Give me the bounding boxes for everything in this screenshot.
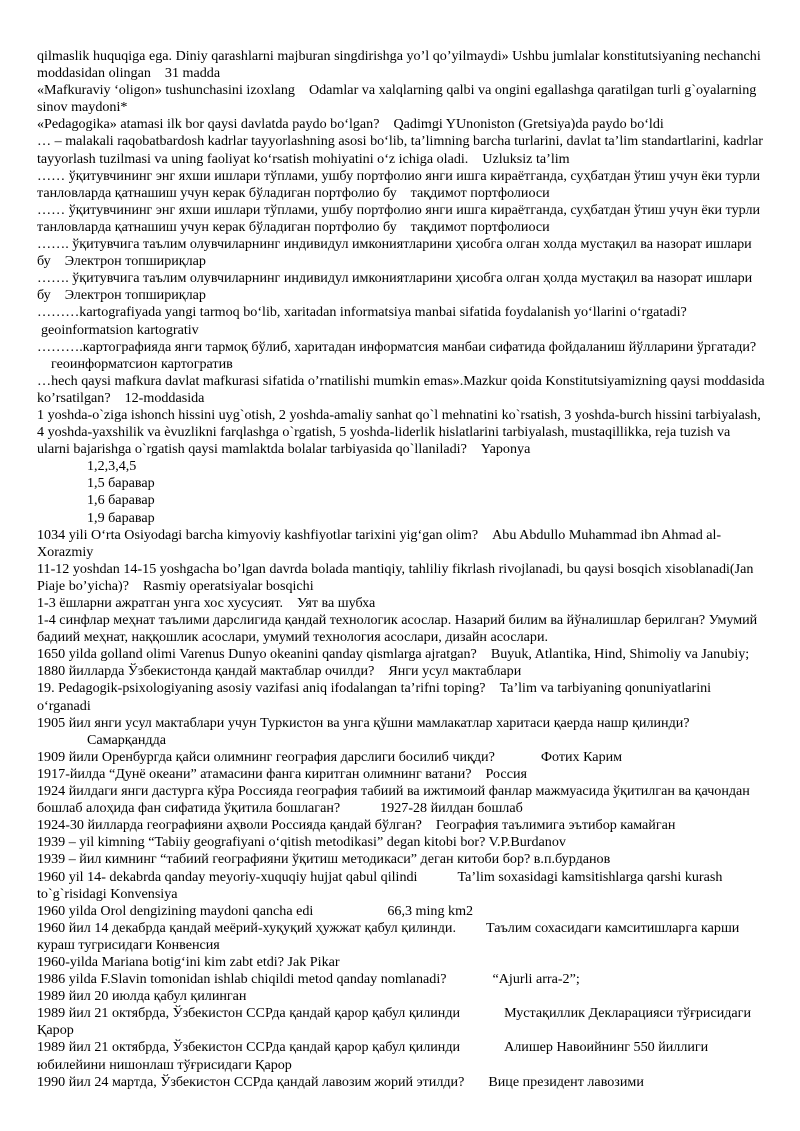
answer-text: Buyuk, Atlantika, Hind, Shimoliy va Janubiy; — [490, 646, 750, 663]
question-text: 1034 yili O‘rta Osiyodagi barcha kimyoviy kashfiyotlar tarixini yig‘gan olim? — [37, 526, 479, 543]
qa-entry — [37, 304, 765, 338]
option-item: 1,2,3,4,5 — [87, 458, 137, 475]
answer-text: Uzluksiz ta’lim — [482, 150, 570, 167]
answer-text: Yaponya — [480, 441, 531, 458]
answer-text: Россия — [485, 765, 527, 782]
option-list — [37, 458, 765, 526]
answer-text: Уят ва шубха — [296, 595, 376, 611]
qa-entry — [37, 749, 765, 766]
qa-entry — [37, 168, 765, 202]
question-text: 1939 – yil kimning “Tabiiy geografiyani o‘qitish metodikasi” degan kitobi bor? — [37, 834, 486, 851]
qa-entry — [37, 82, 765, 116]
answer-text: тақдимот портфолиоси — [410, 184, 550, 201]
question-text: 1924 йилдаги янги дастурга кўра Россияда география табиий ва ижтимоий фанлар мажмуасида ўқитилган ва қачондан бошлаб алоҳида фан сифатида ўқитила бошлаган? — [37, 783, 750, 817]
answer-text: Jak Pikar — [287, 953, 340, 970]
answer-text: “Ajurli arra-2”; — [492, 971, 580, 988]
question-text: 1960-yilda Mariana botig‘ini kim zabt etdi? — [37, 953, 284, 970]
answer-text: в.п.бурданов — [533, 851, 611, 868]
qa-entry — [37, 48, 765, 82]
question-text: 19. Pedagogik-psixologiyaning asosiy vazifasi aniq ifodalangan ta’rifni toping? — [37, 680, 486, 697]
question-text: ……….картографияда янги тармоқ бўлиб, харитадан информатсия манбаи сифатида фойдаланиш йўлларини ўргатади? — [37, 338, 757, 355]
question-text: 1960 yil 14- dekabrda qanday meyoriy-xuquqiy hujjat qabul qilindi — [37, 868, 418, 885]
qa-entry — [37, 646, 765, 663]
answer-text: Odamlar va xalqlarning qalbi va ongini egallashga qaratilgan turli g`oyalarning sinov maydoni* — [37, 82, 757, 116]
qa-entry — [37, 339, 765, 373]
question-text: …… ўқитувчининг энг яхши ишлари тўплами, ушбу портфолио янги ишга кираётганда, суҳбатдан ўтиш учун ёки турли танловларда қатнашиш учун керак бўладиган портфолио бу — [37, 167, 761, 201]
question-text: 1960 yilda Orol dengizining maydoni qancha edi — [37, 902, 314, 919]
qa-entry — [37, 715, 765, 749]
question-text: …… ўқитувчининг энг яхши ишлари тўплами, ушбу портфолио янги ишга кираётганда, суҳбатдан ўтиш учун ёки турли танловларда қатнашиш учун керак бўладиган портфолио бу — [37, 201, 761, 235]
answer-text: геоинформатсион картогратив — [51, 355, 233, 372]
question-text: ……. ўқитувчига таълим олувчиларнинг индивидул имкониятларини ҳисобга олган ҳолда мустақил ва назорат ишлари бу — [37, 270, 753, 304]
answer-text: 31 madda — [164, 65, 221, 82]
answer-text: Фотих Карим — [540, 748, 623, 765]
question-text: 1989 йил 21 октябрда, Ўзбекистон ССРда қандай қарор қабул қилинди — [37, 1039, 461, 1056]
question-text: 11-12 yoshdan 14-15 yoshgacha bo’lgan davrda bolada mantiqiy, tahliliy fikrlash rivojlanadi, bu qaysi bosqich xisoblanadi(Jan Piaje bo’yicha)? — [37, 560, 754, 594]
qa-entry — [37, 869, 765, 903]
qa-entry — [37, 270, 765, 304]
answer-text: 1927-28 йилдан бошлаб — [380, 800, 523, 817]
qa-entry — [37, 971, 765, 988]
qa-entry — [37, 236, 765, 270]
question-text: 1 yoshda-o`ziga ishonch hissini uyg`otish, 2 yoshda-amaliy sanhat qo`l mehnatini ko`rsatish, 3 yoshda-burch hissini tarbiyalash, 4 yoshda-yaxshilik va ѐvuzlikni farqlashga o`rgatish, 5 yoshda-liderlik hislatlarini tarbiyalash, mustaqillikka, reja tuzish va ularni bajarishga o`rgatish qaysi mamlaktda bolalar tarbiyasida qo`llaniladi? — [37, 406, 761, 458]
qa-entry — [37, 834, 765, 851]
question-text: 1989 йил 20 июлда қабул қилинган — [37, 988, 247, 1005]
question-text: 1650 yilda golland olimi Varenus Dunyo okeanini qanday qismlarga ajratgan? — [37, 646, 477, 663]
qa-entry — [37, 851, 765, 868]
answer-text: Qadimgi YUnoniston (Gretsiya)da paydo bo‘ldi — [393, 116, 664, 133]
qa-entry — [37, 202, 765, 236]
qa-entry — [37, 561, 765, 595]
question-text: 1909 йили Оренбургда қайси олимнинг география дарслиги босилиб чиқди? — [37, 748, 495, 765]
qa-entry — [37, 988, 765, 1005]
answer-text: 12-moddasida — [124, 389, 205, 406]
option-item: 1,9 баравар — [87, 509, 155, 526]
question-text: 1986 yilda F.Slavin tomonidan ishlab chiqildi metod qanday nomlanadi? — [37, 971, 447, 988]
qa-entry — [37, 373, 765, 407]
answer-text: Вице президент лавозими — [488, 1073, 644, 1090]
question-text: ………kartografiyada yangi tarmoq bo‘lib, xaritadan informatsiya manbai sifatida foydalanish yo‘llarini o‘rgatadi? — [37, 304, 687, 321]
question-text: ……. ўқитувчига таълим олувчиларнинг индивидул имкониятларини ҳисобга олган холда мустақил ва назорат ишлари бу — [37, 236, 752, 270]
question-text: «Mafkuraviy ‘oligon» tushunchasini izoxlang — [37, 82, 295, 99]
question-text: 1-3 ёшларни ажратган унга хос хусусият. — [37, 595, 283, 611]
answer-text: Ta’lim va tarbiyaning qonuniyatlarini o‘rganadi — [37, 680, 712, 714]
answer-text: Мустақиллик Декларацияси тўғрисидаги Қарор — [37, 1005, 751, 1039]
answer-text: Умумий бадиий меҳнат, наққошлик асослари, умумий технология асослари, дизайн асослари. — [37, 612, 758, 646]
question-text: 1-4 синфлар меҳнат таълими дарслигида қандай технологик асослар. Назарий билим ва йўналишлар берилган? — [37, 612, 706, 629]
option-item: 1,6 баравар — [87, 492, 155, 509]
answer-text: Ta’lim soxasidagi kamsitishlarga qarshi kurash to`g`risidagi Konvensiya — [37, 868, 723, 902]
answer-text: Самарқандда — [87, 731, 167, 748]
qa-entry — [37, 407, 765, 458]
answer-text: География таълимига эътибор камайган — [435, 817, 676, 834]
qa-entry — [37, 595, 765, 612]
answer-text: Электрон топшириқлар — [64, 287, 206, 304]
answer-text: Таълим сохасидаги камситишларга карши кураш тугрисидаги Конвенсия — [37, 919, 740, 953]
question-text: 1960 йил 14 декабрда қандай меёрий-хуқуқий ҳужжат қабул қилинди. — [37, 919, 456, 936]
qa-entry — [37, 817, 765, 834]
qa-entry — [37, 663, 765, 680]
answer-text: geoinformatsion kartogrativ — [41, 321, 199, 338]
answer-text: тақдимот портфолиоси — [410, 218, 550, 235]
qa-entry — [37, 1039, 765, 1073]
qa-entry — [37, 1005, 765, 1039]
answer-text: Rasmiy operatsiyalar bosqichi — [142, 577, 314, 594]
qa-entry — [37, 954, 765, 971]
question-text: 1917-йилда “Дунё океани” атамасини фанга киритган олимнинг ватани? — [37, 765, 472, 782]
document-page — [37, 48, 765, 1091]
question-text: 1990 йил 24 мартда, Ўзбекистон ССРда қандай лавозим жорий этилди? — [37, 1073, 465, 1090]
answer-text: Янги усул мактаблари — [388, 663, 522, 680]
qa-entry — [37, 920, 765, 954]
question-text: «Pedagogika» atamasi ilk bor qaysi davlatda paydo bo‘lgan? — [37, 116, 380, 133]
qa-entry — [37, 527, 765, 561]
question-text: 1989 йил 21 октябрда, Ўзбекистон ССРда қандай қарор қабул қилинди — [37, 1005, 461, 1022]
question-text: …hech qaysi mafkura davlat mafkurasi sifatida o’rnatilishi mumkin emas».Mazkur qoida Konstitutsiyamizning qaysi moddasida ko’rsatilgan? — [37, 372, 765, 406]
answer-text: Abu Abdullo Muhammad ibn Ahmad al-Xorazmiy — [37, 526, 722, 560]
qa-entry — [37, 612, 765, 646]
question-text: 1939 – йил кимнинг “табиий географияни ўқитиш методикаси” деган китоби бор? — [37, 851, 531, 868]
question-text: 1880 йилларда Ўзбекистонда қандай мактаблар очилди? — [37, 663, 375, 680]
question-text: qilmaslik huquqiga ega. Diniy qarashlarni majburan singdirishga yo’l qo’yilmaydi» Ushbu jumlalar konstitutsiyaning nechanchi moddasidan olingan — [37, 48, 761, 82]
qa-entry — [37, 1074, 765, 1091]
qa-entry — [37, 116, 765, 133]
question-text: 1905 йил янги усул мактаблари учун Туркистон ва унга қўшни мамлакатлар харитаси қаерда нашр қилинди? — [37, 714, 690, 731]
answer-text: 66,3 ming km2 — [387, 902, 474, 919]
qa-entry — [37, 680, 765, 714]
answer-text: Алишер Навоийнинг 550 йиллиги юбилейини нишонлаш тўғрисидаги Қарор — [37, 1039, 709, 1073]
answer-text: Электрон топшириқлар — [64, 253, 206, 270]
qa-entry — [37, 133, 765, 167]
answer-text: V.P.Burdanov — [488, 834, 566, 851]
qa-entry — [37, 766, 765, 783]
question-text: 1924-30 йилларда географияни аҳволи Россияда қандай бўлган? — [37, 817, 422, 834]
option-item: 1,5 баравар — [87, 475, 155, 492]
question-text: … – malakali raqobatbardosh kadrlar tayyorlashning asosi bo‘lib, ta’limning barcha turlarini, davlat ta’lim standartlarini, kadrlar tayyorlash tuzilmasi va uning faoliyat ko‘rsatish mohiyatini o‘z ichiga oladi. — [37, 133, 763, 167]
qa-entry — [37, 903, 765, 920]
qa-entry — [37, 783, 765, 817]
